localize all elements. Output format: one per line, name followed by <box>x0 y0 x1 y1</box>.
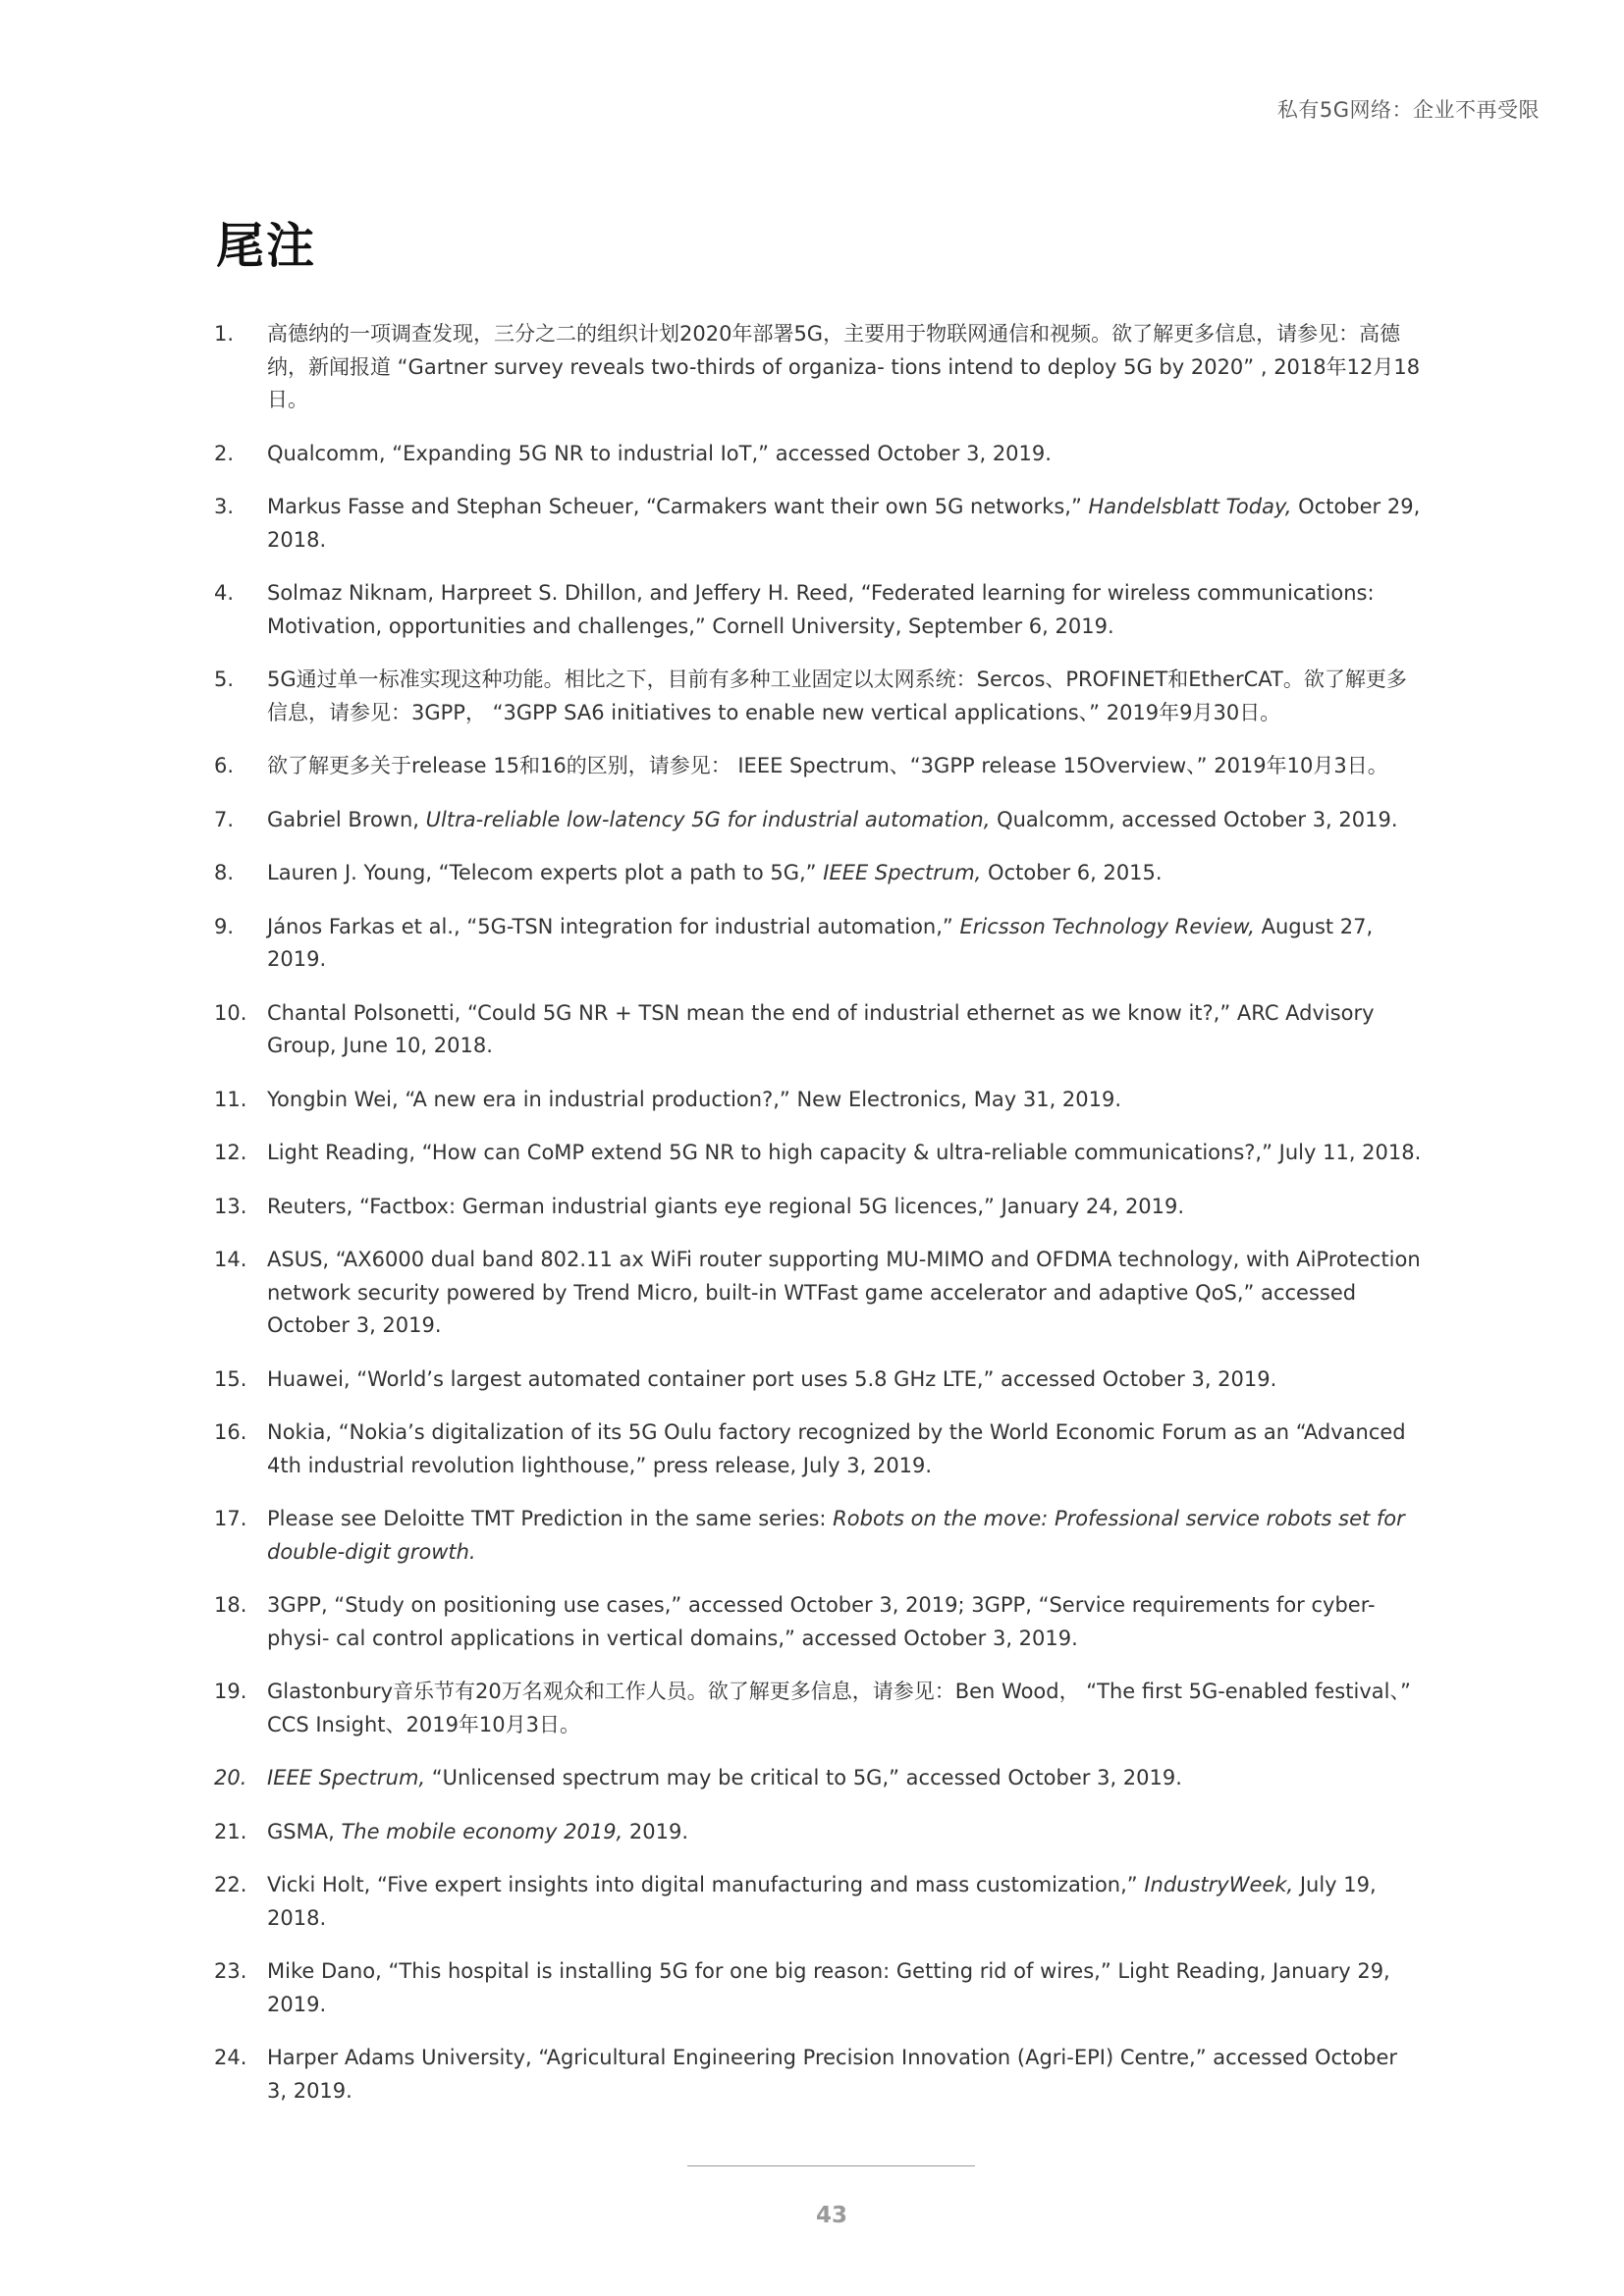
endnote-number: 16. <box>214 1420 247 1444</box>
endnote-number: 9. <box>214 914 235 938</box>
endnote-text <box>267 1244 1422 1343</box>
endnote-item <box>214 750 1422 783</box>
endnote-item <box>214 1191 1422 1224</box>
endnote-text-segment: Harper Adams University, “Agricultural Engineering Precision Innovation (Agri-EPI) Centre,” accessed October 3, 2019. <box>267 2046 1398 2103</box>
endnote-item <box>214 997 1422 1063</box>
endnote-number: 21. <box>214 1819 247 1843</box>
endnote-text <box>267 857 1422 890</box>
endnote-number: 5. <box>214 667 235 691</box>
endnote-text <box>267 1363 1422 1397</box>
endnote-item <box>214 1416 1422 1482</box>
endnote-number: 12. <box>214 1141 247 1164</box>
endnote-text <box>267 911 1422 977</box>
endnote-text-segment: Glastonbury音乐节有20万名观众和工作人员。欲了解更多信息，请参见：Ben Wood， “The first 5G-enabled festival、” CCS Insight、2019年10月3日。 <box>267 1680 1411 1736</box>
endnote-number: 22. <box>214 1873 247 1896</box>
endnote-number: 14. <box>214 1248 247 1271</box>
endnote-text-segment: Vicki Holt, “Five expert insights into digital manufacturing and mass customization,” <box>267 1873 1145 1896</box>
endnote-number: 7. <box>214 807 235 831</box>
endnote-text-segment: Light Reading, “How can CoMP extend 5G NR to high capacity & ultra-reliable communications?,” July 11, 2018. <box>267 1141 1422 1164</box>
endnote-source-title: Ericsson Technology Review, <box>959 914 1255 938</box>
endnote-number: 20. <box>214 1766 247 1789</box>
endnote-number: 18. <box>214 1593 247 1617</box>
running-header: 私有5G网络：企业不再受限 <box>1276 98 1540 122</box>
endnote-text-segment: July 19, 2018. <box>267 1873 1377 1930</box>
endnote-number: 8. <box>214 861 235 884</box>
endnote-text-segment: ASUS, “AX6000 dual band 802.11 ax WiFi router supporting MU-MIMO and OFDMA technology, with AiProtection network security powered by Trend Micro, built-in WTFast game accelerator and adaptive QoS,” accessed October 3, 2019. <box>267 1248 1421 1337</box>
endnote-number: 17. <box>214 1507 247 1530</box>
endnote-text-segment: October 29, 2018. <box>267 495 1421 552</box>
endnote-text <box>267 1955 1422 2021</box>
endnote-item <box>214 1869 1422 1935</box>
endnote-text-segment: Chantal Polsonetti, “Could 5G NR + TSN mean the end of industrial ethernet as we know it?,” ARC Advisory Group, June 10, 2018. <box>267 1000 1375 1057</box>
endnote-text-segment: Huawei, “World’s largest automated container port uses 5.8 GHz LTE,” accessed October 3, 2019. <box>267 1366 1277 1391</box>
endnote-number: 23. <box>214 1959 247 1983</box>
endnote-number: 15. <box>214 1366 247 1391</box>
endnote-text <box>267 804 1422 837</box>
endnote-item <box>214 804 1422 837</box>
endnote-text <box>267 1416 1422 1482</box>
endnote-item <box>214 2042 1422 2108</box>
endnote-text-segment: Reuters, “Factbox: German industrial giants eye regional 5G licences,” January 24, 2019. <box>267 1194 1185 1218</box>
endnote-item <box>214 577 1422 643</box>
endnote-item <box>214 664 1422 729</box>
endnote-text-segment: 5G通过单一标准实现这种功能。相比之下，目前有多种工业固定以太网系统：Sercos、PROFINET和EtherCAT。欲了解更多信息，请参见：3GPP， “3GPP SA6 initiatives to enable new vertical applications、” 2019年9月30日。 <box>267 667 1407 724</box>
footer-divider <box>687 2165 975 2166</box>
endnote-item <box>214 1589 1422 1655</box>
endnote-text-segment: Yongbin Wei, “A new era in industrial production?,” New Electronics, May 31, 2019. <box>267 1087 1122 1111</box>
endnote-text-segment: Qualcomm, accessed October 3, 2019. <box>990 807 1398 831</box>
endnote-text <box>267 2042 1422 2108</box>
endnote-text-segment: Gabriel Brown, <box>267 807 426 831</box>
endnote-source-title: IEEE Spectrum, <box>267 1766 426 1789</box>
endnote-text-segment: Please see Deloitte TMT Prediction in the same series: <box>267 1507 834 1530</box>
endnote-number: 6. <box>214 754 235 777</box>
endnote-text <box>267 1869 1422 1935</box>
endnote-number: 3. <box>214 495 235 518</box>
endnote-item <box>214 1762 1422 1795</box>
endnote-source-title: IEEE Spectrum, <box>823 861 982 884</box>
endnote-text-segment: GSMA, <box>267 1819 342 1843</box>
endnote-source-title: Handelsblatt Today, <box>1088 495 1292 518</box>
endnote-number: 19. <box>214 1680 247 1703</box>
endnote-text-segment: August 27, 2019. <box>267 914 1374 971</box>
endnote-text <box>267 1191 1422 1224</box>
endnote-text-segment: Markus Fasse and Stephan Scheuer, “Carmakers want their own 5G networks,” <box>267 495 1089 518</box>
endnote-number: 10. <box>214 1000 247 1025</box>
endnote-item <box>214 1955 1422 2021</box>
endnote-text-segment: Solmaz Niknam, Harpreet S. Dhillon, and Jeffery H. Reed, “Federated learning for wireless communications: Motivation, opportunities and challenges,” Cornell University, September 6, 2019. <box>267 581 1375 638</box>
endnote-item <box>214 438 1422 471</box>
endnote-text-segment: Lauren J. Young, “Telecom experts plot a path to 5G,” <box>267 861 824 884</box>
page-title: 尾注 <box>216 218 317 274</box>
endnote-text-segment: János Farkas et al., “5G-TSN integration for industrial automation,” <box>267 914 960 938</box>
endnote-text <box>267 1816 1422 1849</box>
endnote-item <box>214 911 1422 977</box>
endnote-text <box>267 997 1422 1063</box>
endnote-item <box>214 1503 1422 1569</box>
endnote-number: 11. <box>214 1087 247 1111</box>
endnote-text-segment: 高德纳的一项调查发现，三分之二的组织计划2020年部署5G，主要用于物联网通信和视频。欲了解更多信息，请参见：高德纳，新闻报道 “Gartner survey reveals two-thirds of organiza- tions intend to deploy 5G by 2020” , 2018年12月18日。 <box>267 322 1421 411</box>
endnote-text-segment: “Unlicensed spectrum may be critical to 5G,” accessed October 3, 2019. <box>425 1766 1182 1789</box>
endnote-text <box>267 318 1422 417</box>
endnote-text-segment: 2019. <box>623 1819 689 1843</box>
endnotes-list <box>214 318 1422 2128</box>
endnote-text <box>267 1676 1422 1741</box>
endnote-source-title: IndustryWeek, <box>1144 1873 1294 1896</box>
endnote-text <box>267 1137 1422 1170</box>
endnote-text <box>267 664 1422 729</box>
endnote-text <box>267 577 1422 643</box>
endnote-text <box>267 750 1422 783</box>
endnote-number: 1. <box>214 322 235 346</box>
endnote-item <box>214 1676 1422 1741</box>
endnote-text-segment: 3GPP, “Study on positioning use cases,” accessed October 3, 2019; 3GPP, “Service requirements for cyber-physi- cal control applications in vertical domains,” accessed October 3, 2019. <box>267 1593 1376 1650</box>
page-number: 43 <box>815 2203 847 2228</box>
endnote-text-segment: 欲了解更多关于release 15和16的区别，请参见： IEEE Spectrum、“3GPP release 15Overview、” 2019年10月3日。 <box>267 754 1388 777</box>
endnote-text <box>267 1084 1422 1117</box>
endnote-text <box>267 1589 1422 1655</box>
endnote-source-title: The mobile economy 2019, <box>341 1819 623 1843</box>
endnote-item <box>214 318 1422 417</box>
endnote-text-segment: Qualcomm, “Expanding 5G NR to industrial IoT,” accessed October 3, 2019. <box>267 441 1052 465</box>
endnote-number: 4. <box>214 581 235 605</box>
endnote-text <box>267 491 1422 557</box>
endnote-text-segment: October 6, 2015. <box>981 861 1163 884</box>
endnote-item <box>214 1816 1422 1849</box>
endnote-text <box>267 438 1422 471</box>
endnote-item <box>214 1084 1422 1117</box>
endnote-item <box>214 1137 1422 1170</box>
endnote-source-title: Ultra-reliable low-latency 5G for industrial automation, <box>425 807 991 831</box>
endnote-item <box>214 1363 1422 1397</box>
endnote-item <box>214 857 1422 890</box>
endnote-text <box>267 1762 1422 1795</box>
endnote-item <box>214 491 1422 557</box>
endnote-text <box>267 1503 1422 1569</box>
endnote-text-segment: Mike Dano, “This hospital is installing 5G for one big reason: Getting rid of wires,” Light Reading, January 29, 2019. <box>267 1959 1390 2016</box>
endnote-text-segment: Nokia, “Nokia’s digitalization of its 5G Oulu factory recognized by the World Economic Forum as an “Advanced 4th industrial revolution lighthouse,” press release, July 3, 2019. <box>267 1420 1406 1477</box>
endnote-number: 24. <box>214 2046 247 2069</box>
endnote-number: 2. <box>214 441 235 465</box>
endnote-item <box>214 1244 1422 1343</box>
endnote-number: 13. <box>214 1194 247 1218</box>
endnote-source-title: Robots on the move: Professional service robots set for double-digit growth. <box>267 1507 1405 1564</box>
